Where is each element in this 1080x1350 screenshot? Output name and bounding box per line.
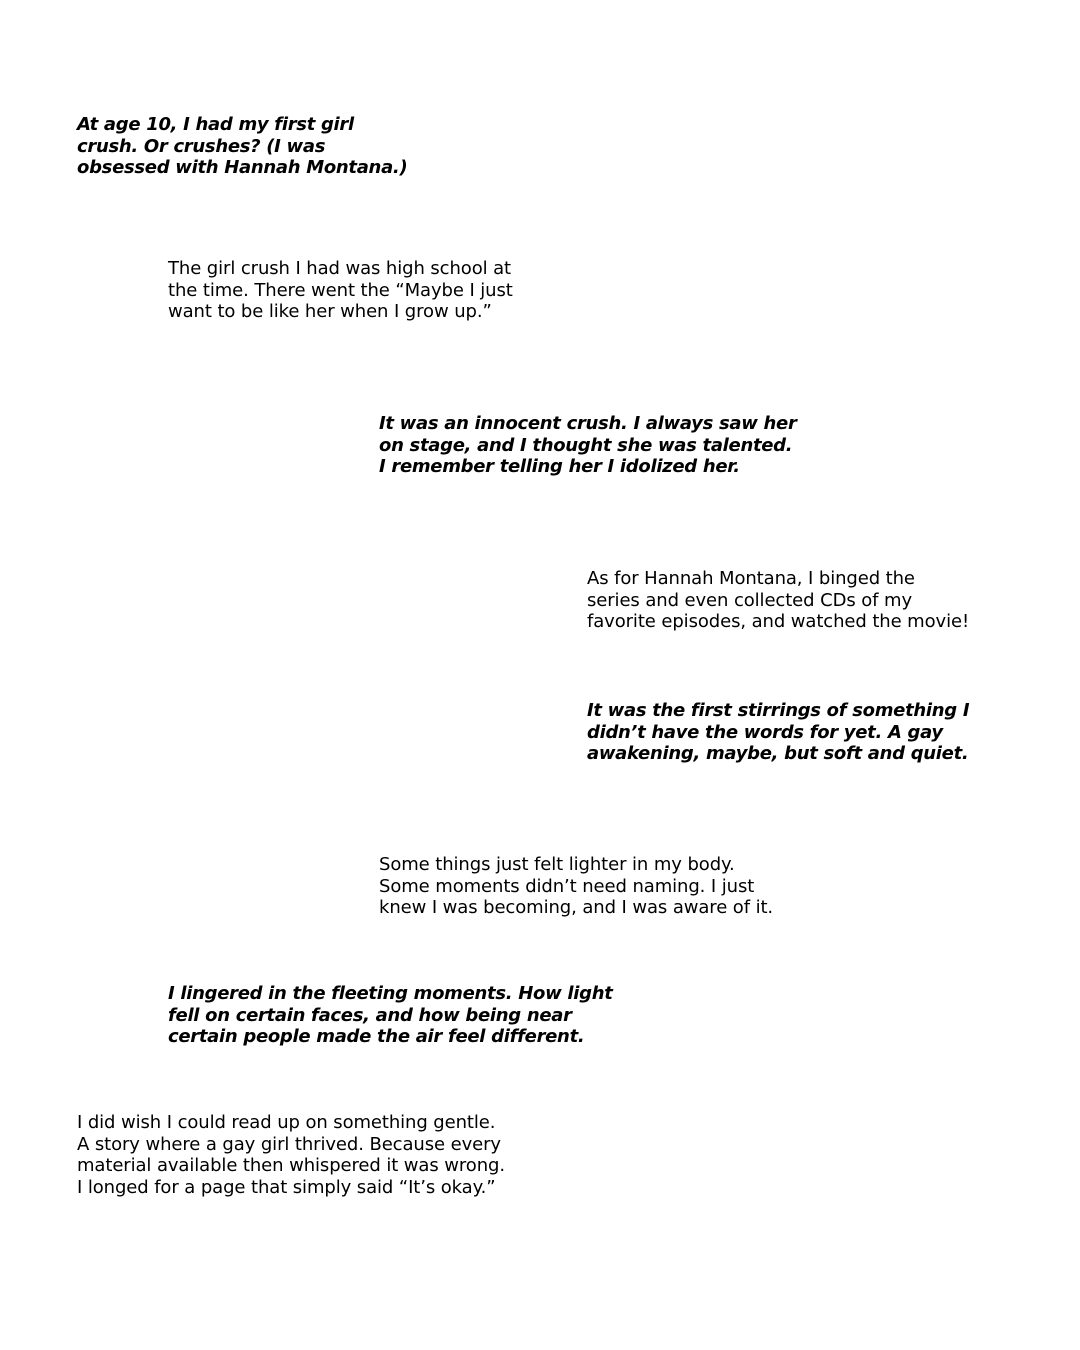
- text-block-first-stirrings: [587, 700, 969, 765]
- text-line: on stage, and I thought she was talented.: [379, 434, 793, 456]
- text-line: The girl crush I had was high school at: [168, 258, 512, 279]
- text-line: material available then whispered it was wrong.: [77, 1155, 505, 1177]
- text-line: A story where a gay girl thrived. Because every: [77, 1133, 501, 1155]
- text-line: It was the first stirrings of something I: [587, 700, 970, 721]
- text-line: At age 10, I had my first girl: [77, 114, 354, 135]
- text-block-first-crush: [77, 114, 407, 179]
- text-line: favorite episodes, and watched the movie!: [587, 611, 970, 633]
- text-line: certain people made the air feel different.: [168, 1026, 585, 1048]
- text-line: knew I was becoming, and I was aware of it.: [379, 897, 774, 919]
- text-line: fell on certain faces, and how being near: [168, 1004, 572, 1026]
- text-line: crush. Or crushes? (I was: [77, 135, 326, 157]
- text-line: Some things just felt lighter in my body.: [379, 854, 735, 875]
- text-line: want to be like her when I grow up.”: [168, 301, 492, 323]
- text-line: As for Hannah Montana, I binged the: [587, 568, 915, 589]
- text-line: I longed for a page that simply said “It’s okay.”: [77, 1177, 496, 1199]
- text-block-fleeting-moments: [168, 983, 613, 1048]
- text-line: didn’t have the words for yet. A gay: [587, 721, 943, 743]
- text-line: It was an innocent crush. I always saw her: [379, 413, 797, 434]
- text-line: I did wish I could read up on something gentle.: [77, 1112, 496, 1133]
- text-block-lighter-body: [379, 854, 773, 919]
- text-line: I remember telling her I idolized her.: [379, 456, 740, 478]
- text-line: obsessed with Hannah Montana.): [77, 157, 408, 179]
- text-line: the time. There went the “Maybe I just: [168, 279, 513, 301]
- text-block-hannah-montana: [587, 568, 969, 633]
- text-block-innocent-crush: [379, 413, 797, 478]
- text-block-high-school-crush: [168, 258, 513, 323]
- text-line: awakening, maybe, but soft and quiet.: [587, 743, 969, 765]
- text-block-its-okay: [77, 1112, 505, 1199]
- text-line: Some moments didn’t need naming. I just: [379, 875, 755, 897]
- text-line: series and even collected CDs of my: [587, 589, 912, 611]
- text-line: I lingered in the fleeting moments. How light: [168, 983, 613, 1004]
